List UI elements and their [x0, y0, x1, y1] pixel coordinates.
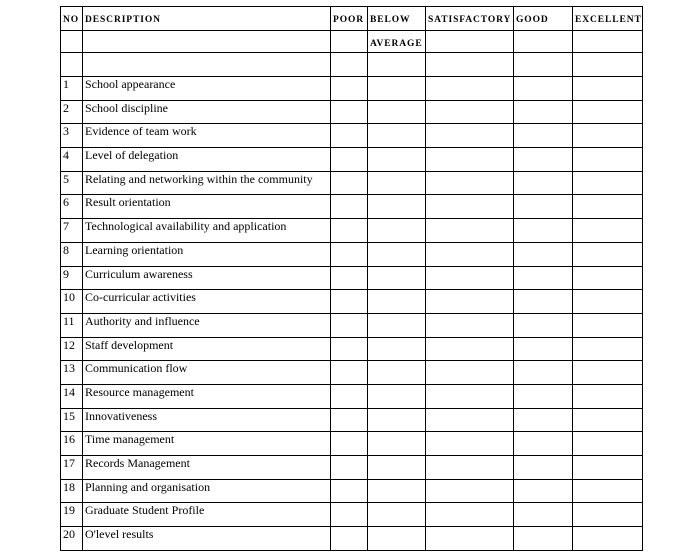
- table-row: [61, 195, 643, 219]
- rating-cell-satisfactory[interactable]: [426, 100, 514, 124]
- row-description: [83, 171, 331, 195]
- rating-cell-satisfactory[interactable]: [426, 148, 514, 172]
- row-description-text: Result orientation: [85, 195, 171, 210]
- table-row: [61, 171, 643, 195]
- rating-cell-satisfactory[interactable]: [426, 456, 514, 480]
- table-row: [61, 384, 643, 408]
- rating-cell-good[interactable]: [514, 100, 573, 124]
- rating-cell-below-average[interactable]: [368, 219, 426, 243]
- rating-cell-below-average[interactable]: [368, 242, 426, 266]
- rating-cell-satisfactory[interactable]: [426, 313, 514, 337]
- row-description: [83, 124, 331, 148]
- header-below-average-line2: AVERAGE: [368, 31, 426, 53]
- row-description: [83, 432, 331, 456]
- rating-cell-good[interactable]: [514, 77, 573, 101]
- row-description: [83, 503, 331, 527]
- row-number-text: 10: [63, 290, 75, 305]
- rating-cell-below-average[interactable]: [368, 148, 426, 172]
- header-description-cont: [83, 31, 331, 53]
- blank-cell[interactable]: [426, 53, 514, 77]
- row-description: [83, 361, 331, 385]
- row-description-text: Innovativeness: [85, 408, 157, 423]
- rating-cell-below-average[interactable]: [368, 124, 426, 148]
- rating-cell-excellent[interactable]: [573, 361, 643, 385]
- rating-cell-poor[interactable]: [331, 408, 368, 432]
- row-number: [61, 408, 83, 432]
- table-row: [61, 77, 643, 101]
- row-number-text: 15: [63, 408, 75, 423]
- rating-cell-satisfactory[interactable]: [426, 171, 514, 195]
- table-row: [61, 100, 643, 124]
- rating-cell-excellent[interactable]: [573, 266, 643, 290]
- row-number-text: 8: [63, 242, 69, 257]
- row-number: [61, 290, 83, 314]
- rating-cell-good[interactable]: [514, 361, 573, 385]
- table-body: [61, 53, 643, 551]
- rating-cell-excellent[interactable]: [573, 503, 643, 527]
- header-good-cont: [514, 31, 573, 53]
- rating-cell-satisfactory[interactable]: [426, 195, 514, 219]
- row-description: [83, 195, 331, 219]
- row-description: [83, 77, 331, 101]
- row-number: [61, 219, 83, 243]
- rating-cell-excellent[interactable]: [573, 124, 643, 148]
- rating-cell-excellent[interactable]: [573, 77, 643, 101]
- row-number-text: 6: [63, 195, 69, 210]
- evaluation-table: [60, 6, 643, 551]
- rating-cell-below-average[interactable]: [368, 337, 426, 361]
- rating-cell-satisfactory[interactable]: [426, 77, 514, 101]
- rating-cell-excellent[interactable]: [573, 148, 643, 172]
- table-row: [61, 266, 643, 290]
- rating-cell-good[interactable]: [514, 148, 573, 172]
- table-row: [61, 361, 643, 385]
- rating-cell-poor[interactable]: [331, 337, 368, 361]
- rating-cell-excellent[interactable]: [573, 171, 643, 195]
- row-description-text: Communication flow: [85, 361, 188, 376]
- row-number-text: 4: [63, 148, 69, 163]
- rating-cell-good[interactable]: [514, 479, 573, 503]
- rating-cell-below-average[interactable]: [368, 313, 426, 337]
- row-number-text: 1: [63, 77, 69, 91]
- row-description: [83, 313, 331, 337]
- rating-cell-satisfactory[interactable]: [426, 479, 514, 503]
- row-number-text: 17: [63, 456, 75, 470]
- rating-cell-satisfactory[interactable]: [426, 266, 514, 290]
- rating-cell-good[interactable]: [514, 432, 573, 456]
- rating-cell-excellent[interactable]: [573, 479, 643, 503]
- rating-cell-good[interactable]: [514, 242, 573, 266]
- rating-cell-below-average[interactable]: [368, 479, 426, 503]
- table-row: [61, 124, 643, 148]
- row-number: [61, 195, 83, 219]
- rating-cell-below-average[interactable]: [368, 77, 426, 101]
- row-description-text: Resource management: [85, 384, 194, 399]
- table-row: [61, 479, 643, 503]
- rating-cell-below-average[interactable]: [368, 527, 426, 551]
- rating-cell-excellent[interactable]: [573, 242, 643, 266]
- rating-cell-poor[interactable]: [331, 527, 368, 551]
- rating-cell-satisfactory[interactable]: [426, 219, 514, 243]
- table-row: [61, 456, 643, 480]
- rating-cell-good[interactable]: [514, 313, 573, 337]
- rating-cell-poor[interactable]: [331, 171, 368, 195]
- header-no: NO: [61, 7, 83, 31]
- row-description-text: Planning and organisation: [85, 479, 211, 494]
- row-number-text: 13: [63, 361, 75, 376]
- row-description-text: Evidence of team work: [85, 124, 197, 139]
- row-number-text: 5: [63, 171, 69, 186]
- blank-cell: [61, 53, 83, 77]
- rating-cell-poor[interactable]: [331, 242, 368, 266]
- header-excellent: EXCELLENT: [573, 7, 643, 31]
- blank-cell[interactable]: [514, 53, 573, 77]
- rating-cell-poor[interactable]: [331, 219, 368, 243]
- row-description: [83, 337, 331, 361]
- blank-cell[interactable]: [368, 53, 426, 77]
- row-number-text: 9: [63, 266, 69, 281]
- rating-cell-good[interactable]: [514, 408, 573, 432]
- rating-cell-satisfactory[interactable]: [426, 124, 514, 148]
- rating-cell-excellent[interactable]: [573, 219, 643, 243]
- rating-cell-satisfactory[interactable]: [426, 242, 514, 266]
- row-number-text: 14: [63, 384, 75, 399]
- rating-cell-satisfactory[interactable]: [426, 527, 514, 551]
- rating-cell-poor[interactable]: [331, 456, 368, 480]
- row-description: [83, 456, 331, 480]
- rating-cell-poor[interactable]: [331, 266, 368, 290]
- rating-cell-excellent[interactable]: [573, 290, 643, 314]
- blank-cell: [83, 53, 331, 77]
- rating-cell-good[interactable]: [514, 171, 573, 195]
- rating-cell-below-average[interactable]: [368, 503, 426, 527]
- rating-cell-below-average[interactable]: [368, 361, 426, 385]
- row-description: [83, 408, 331, 432]
- table-row: [61, 219, 643, 243]
- rating-cell-below-average[interactable]: [368, 384, 426, 408]
- rating-cell-good[interactable]: [514, 503, 573, 527]
- table-row: [61, 290, 643, 314]
- rating-cell-below-average[interactable]: [368, 171, 426, 195]
- row-number: [61, 432, 83, 456]
- rating-cell-below-average[interactable]: [368, 100, 426, 124]
- rating-cell-poor[interactable]: [331, 290, 368, 314]
- rating-cell-below-average[interactable]: [368, 408, 426, 432]
- header-excellent-cont: [573, 31, 643, 53]
- header-poor: POOR: [331, 7, 368, 31]
- rating-cell-satisfactory[interactable]: [426, 408, 514, 432]
- row-description-text: Relating and networking within the community: [85, 171, 313, 186]
- row-number: [61, 503, 83, 527]
- rating-cell-poor[interactable]: [331, 124, 368, 148]
- row-number: [61, 100, 83, 124]
- row-number-text: 20: [63, 527, 75, 542]
- header-good: GOOD: [514, 7, 573, 31]
- header-satisfactory-cont: [426, 31, 514, 53]
- table-row: [61, 242, 643, 266]
- header-poor-cont: [331, 31, 368, 53]
- row-number-text: 16: [63, 432, 75, 447]
- rating-cell-good[interactable]: [514, 290, 573, 314]
- rating-cell-satisfactory[interactable]: [426, 384, 514, 408]
- rating-cell-good[interactable]: [514, 219, 573, 243]
- rating-cell-satisfactory[interactable]: [426, 290, 514, 314]
- row-number: [61, 337, 83, 361]
- row-description-text: School appearance: [85, 77, 176, 91]
- row-number: [61, 77, 83, 101]
- header-no-cont: [61, 31, 83, 53]
- rating-cell-poor[interactable]: [331, 479, 368, 503]
- header-description: DESCRIPTION: [83, 7, 331, 31]
- rating-cell-excellent[interactable]: [573, 100, 643, 124]
- row-description-text: Graduate Student Profile: [85, 503, 205, 518]
- rating-cell-satisfactory[interactable]: [426, 432, 514, 456]
- row-number: [61, 456, 83, 480]
- rating-cell-poor[interactable]: [331, 432, 368, 456]
- row-number: [61, 124, 83, 148]
- row-description: [83, 384, 331, 408]
- blank-cell[interactable]: [331, 53, 368, 77]
- row-number-text: 12: [63, 337, 75, 352]
- table-row: [61, 503, 643, 527]
- blank-cell[interactable]: [573, 53, 643, 77]
- row-number: [61, 313, 83, 337]
- row-number: [61, 171, 83, 195]
- rating-cell-excellent[interactable]: [573, 456, 643, 480]
- table-row: [61, 527, 643, 551]
- row-number: [61, 527, 83, 551]
- row-number: [61, 384, 83, 408]
- row-number: [61, 148, 83, 172]
- rating-cell-good[interactable]: [514, 266, 573, 290]
- rating-cell-below-average[interactable]: [368, 266, 426, 290]
- rating-cell-good[interactable]: [514, 195, 573, 219]
- row-description: [83, 290, 331, 314]
- row-description-text: Technological availability and application: [85, 219, 287, 234]
- rating-cell-below-average[interactable]: [368, 432, 426, 456]
- rating-cell-poor[interactable]: [331, 100, 368, 124]
- rating-cell-good[interactable]: [514, 384, 573, 408]
- row-description-text: Co-curricular activities: [85, 290, 196, 305]
- rating-cell-excellent[interactable]: [573, 408, 643, 432]
- row-description: [83, 148, 331, 172]
- row-number-text: 11: [63, 313, 75, 328]
- rating-cell-poor[interactable]: [331, 384, 368, 408]
- row-description: [83, 219, 331, 243]
- row-description: [83, 100, 331, 124]
- rating-cell-excellent[interactable]: [573, 195, 643, 219]
- rating-cell-excellent[interactable]: [573, 527, 643, 551]
- rating-cell-poor[interactable]: [331, 313, 368, 337]
- rating-cell-poor[interactable]: [331, 503, 368, 527]
- rating-cell-good[interactable]: [514, 527, 573, 551]
- rating-cell-good[interactable]: [514, 337, 573, 361]
- row-number-text: 19: [63, 503, 75, 518]
- table-row: [61, 148, 643, 172]
- rating-cell-excellent[interactable]: [573, 432, 643, 456]
- row-description-text: Staff development: [85, 337, 174, 352]
- rating-cell-below-average[interactable]: [368, 195, 426, 219]
- row-description-text: Level of delegation: [85, 148, 179, 163]
- row-description-text: School discipline: [85, 100, 168, 115]
- rating-cell-satisfactory[interactable]: [426, 503, 514, 527]
- row-description: [83, 266, 331, 290]
- row-number-text: 3: [63, 124, 69, 139]
- table-row: [61, 408, 643, 432]
- rating-cell-excellent[interactable]: [573, 337, 643, 361]
- row-description-text: Curriculum awareness: [85, 266, 193, 281]
- rating-cell-poor[interactable]: [331, 77, 368, 101]
- row-number-text: 2: [63, 100, 69, 115]
- rating-cell-satisfactory[interactable]: [426, 361, 514, 385]
- rating-cell-good[interactable]: [514, 456, 573, 480]
- rating-cell-poor[interactable]: [331, 361, 368, 385]
- row-number-text: 18: [63, 479, 75, 494]
- row-description: [83, 479, 331, 503]
- row-description: [83, 242, 331, 266]
- rating-cell-below-average[interactable]: [368, 290, 426, 314]
- rating-cell-excellent[interactable]: [573, 313, 643, 337]
- header-satisfactory: SATISFACTORY: [426, 7, 514, 31]
- row-number-text: 7: [63, 219, 69, 234]
- rating-cell-poor[interactable]: [331, 148, 368, 172]
- table-header: [61, 7, 643, 53]
- row-description-text: Learning orientation: [85, 242, 184, 257]
- row-description-text: Time management: [85, 432, 175, 447]
- row-number: [61, 479, 83, 503]
- row-description: [83, 527, 331, 551]
- header-below-average-line1: BELOW: [368, 7, 426, 31]
- rating-cell-excellent[interactable]: [573, 384, 643, 408]
- rating-cell-satisfactory[interactable]: [426, 337, 514, 361]
- row-number: [61, 266, 83, 290]
- row-description-text: Authority and influence: [85, 313, 200, 328]
- row-number: [61, 361, 83, 385]
- rating-cell-poor[interactable]: [331, 195, 368, 219]
- row-number: [61, 242, 83, 266]
- table-row: [61, 313, 643, 337]
- table-row: [61, 337, 643, 361]
- rating-cell-below-average[interactable]: [368, 456, 426, 480]
- blank-row: [61, 53, 643, 77]
- table-row: [61, 432, 643, 456]
- row-description-text: Records Management: [85, 456, 190, 470]
- rating-cell-good[interactable]: [514, 124, 573, 148]
- row-description-text: O'level results: [85, 527, 154, 542]
